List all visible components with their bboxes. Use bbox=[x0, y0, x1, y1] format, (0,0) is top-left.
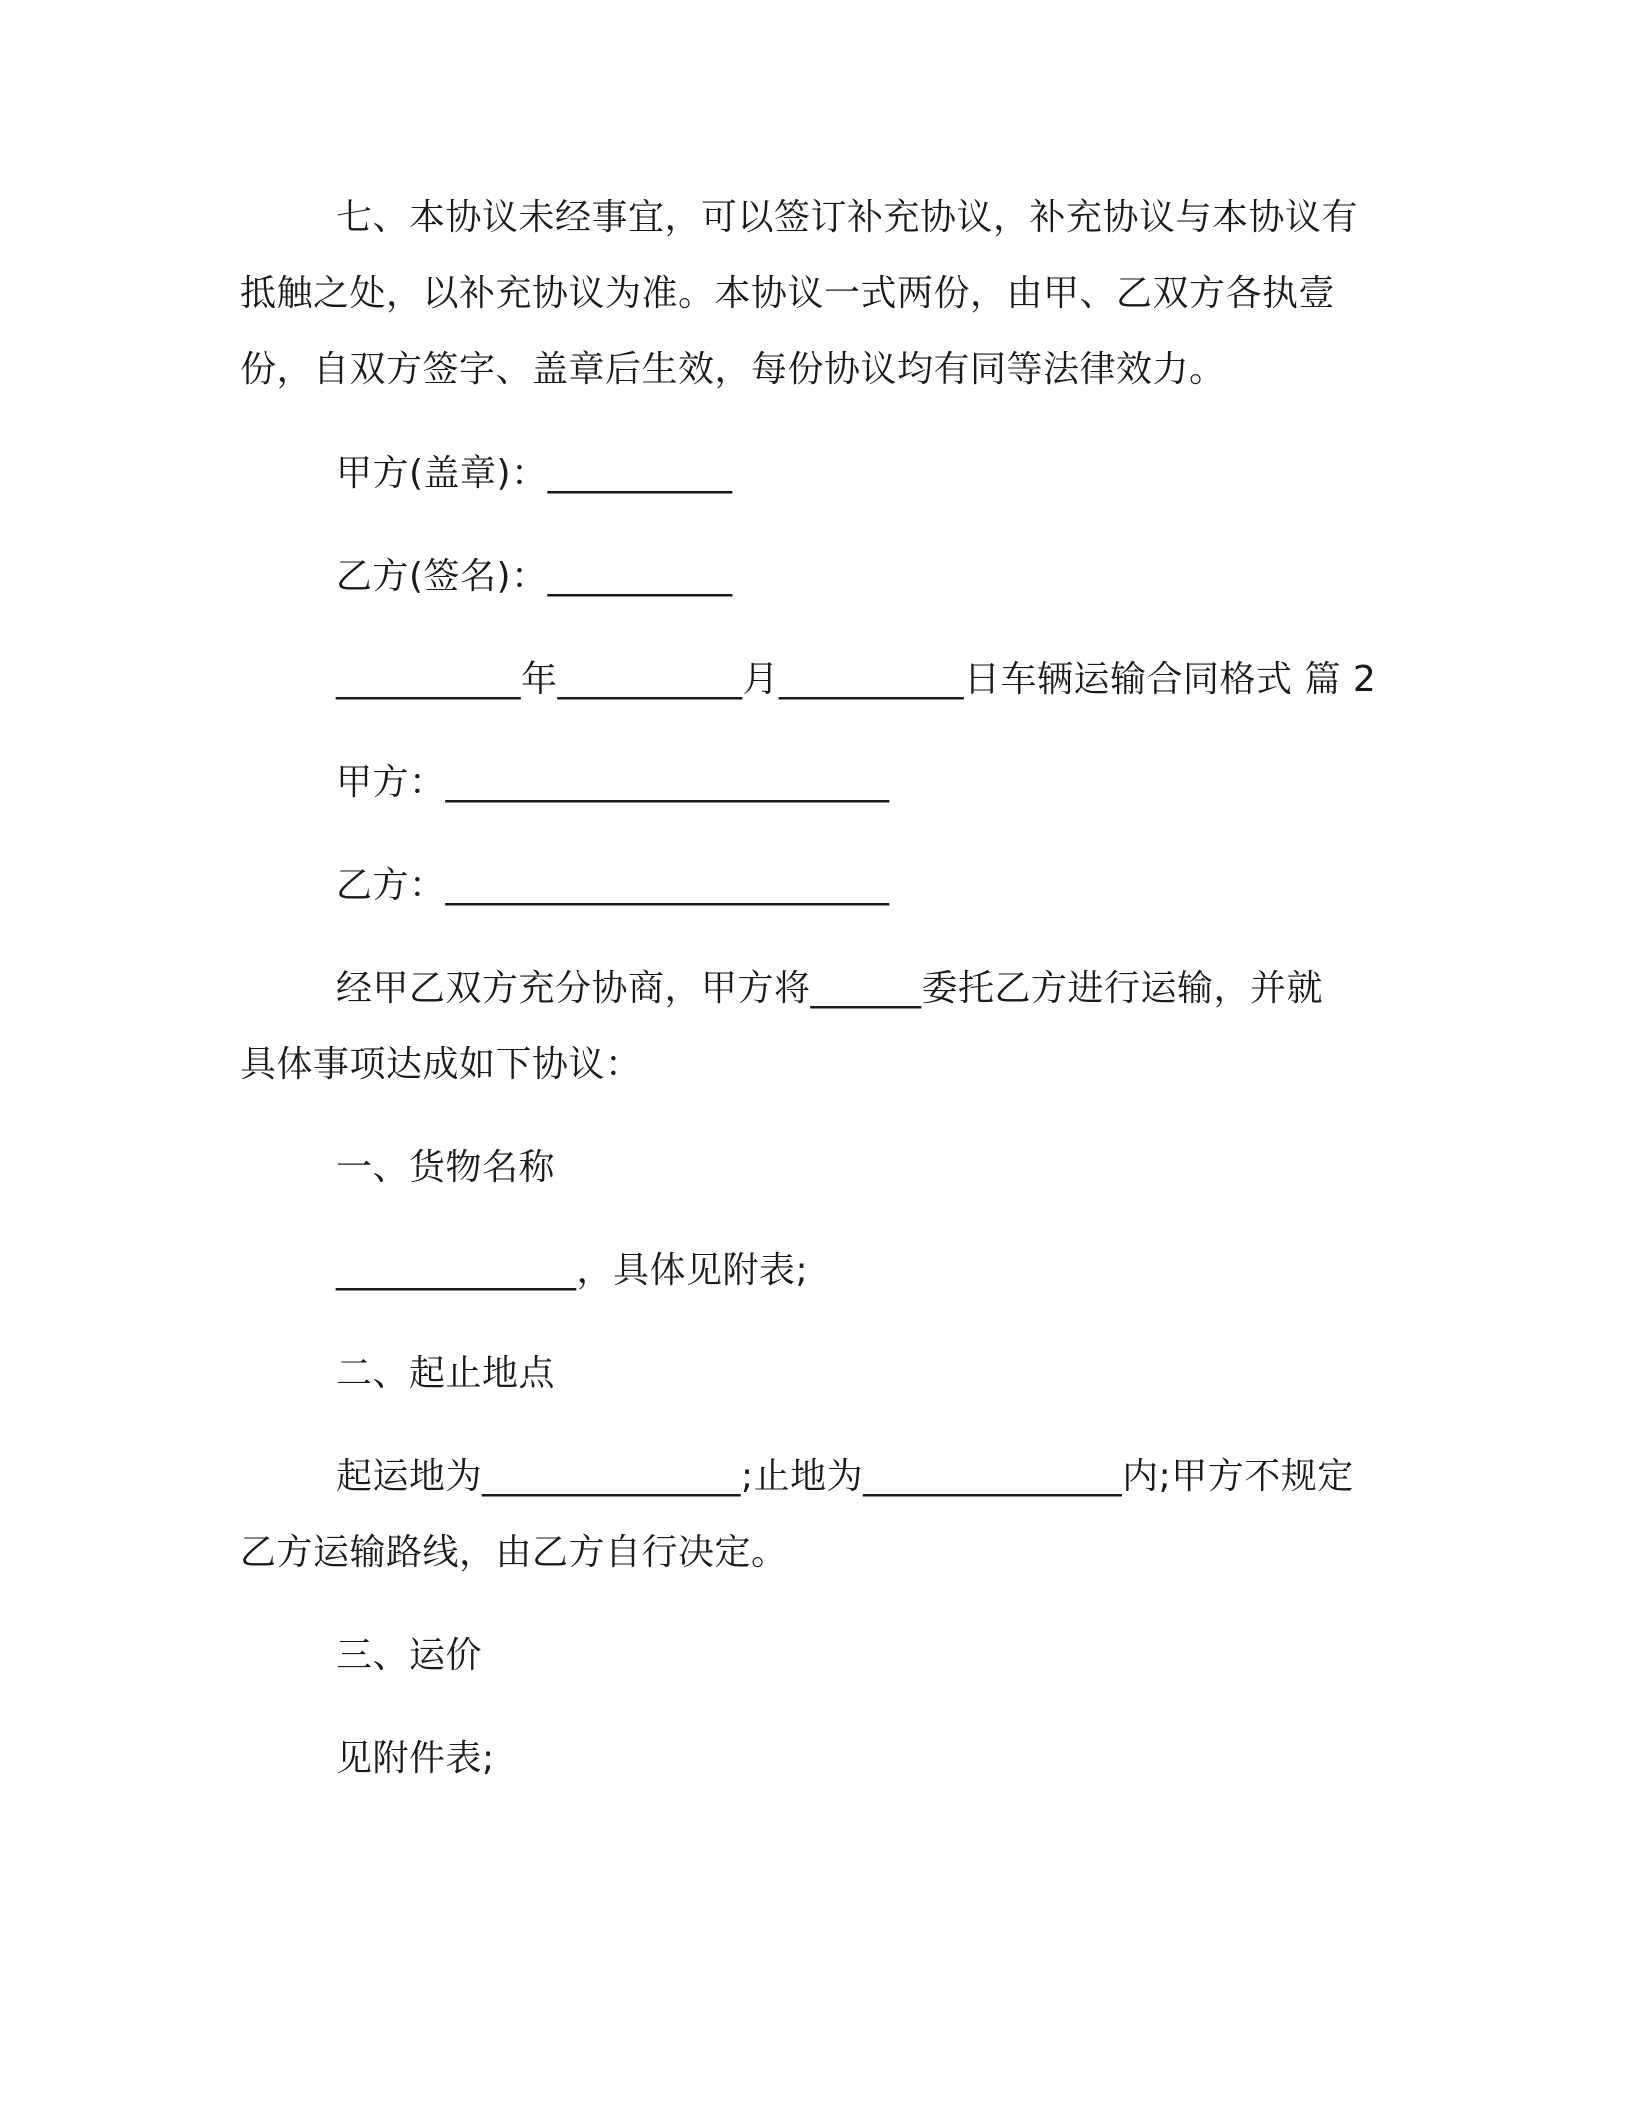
clause-7-line-3: 份，自双方签字、盖章后生效，每份协议均有同等法律效力。 bbox=[240, 349, 1226, 390]
date-and-title-line: __________年__________月__________日车辆运输合同格式 篇 2 bbox=[336, 659, 1377, 700]
section-1-heading: 一、货物名称 bbox=[336, 1147, 556, 1188]
section-2-heading: 二、起止地点 bbox=[336, 1353, 556, 1394]
section-3-heading: 三、运价 bbox=[336, 1635, 483, 1676]
party-a-seal-line: 甲方(盖章)：__________ bbox=[336, 453, 733, 494]
section-1-body: _____________，具体见附表; bbox=[336, 1250, 809, 1291]
clause-7-line-1: 七、本协议未经事宜，可以签订补充协议，补充协议与本协议有 bbox=[336, 197, 1359, 238]
party-a-line: 甲方：________________________ bbox=[336, 762, 890, 803]
preamble-line-2: 具体事项达成如下协议： bbox=[240, 1044, 642, 1085]
section-2-body-line-1: 起运地为______________;止地为______________内;甲方不规定 bbox=[336, 1456, 1354, 1497]
party-b-signature-line: 乙方(签名)：__________ bbox=[336, 556, 733, 597]
section-2-body-line-2: 乙方运输路线，由乙方自行决定。 bbox=[240, 1532, 788, 1573]
clause-7-line-2: 抵触之处，以补充协议为准。本协议一式两份，由甲、乙双方各执壹 bbox=[240, 273, 1336, 314]
section-3-body: 见附件表; bbox=[336, 1738, 495, 1779]
party-b-line: 乙方：________________________ bbox=[336, 865, 890, 906]
preamble-line-1: 经甲乙双方充分协商，甲方将______委托乙方进行运输，并就 bbox=[336, 968, 1324, 1009]
